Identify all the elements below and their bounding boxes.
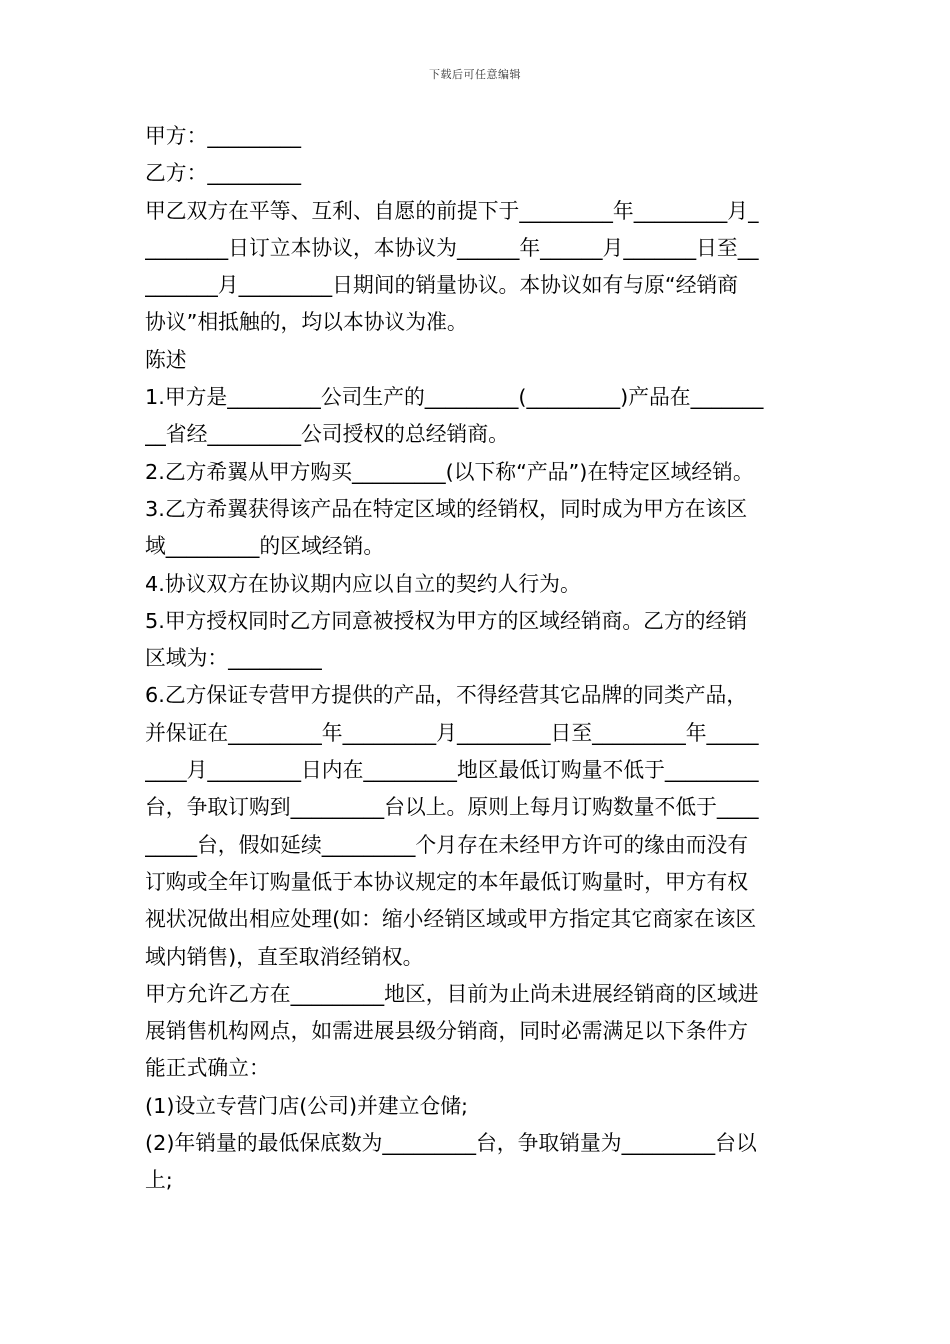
text-line: 域内销售)，直至取消经销权。	[145, 944, 424, 969]
text-line: (1)设立专营门店(公司)并建立仓储;	[145, 1093, 469, 1118]
text-line: __省经_________公司授权的总经销商。	[145, 422, 509, 447]
text-line: 协议”相抵触的，均以本协议为准。	[145, 310, 468, 335]
header-note: 下载后可任意编辑	[429, 68, 521, 81]
text-line: (2)年销量的最低保底数为_________台，争取销量为_________台以	[145, 1131, 757, 1156]
text-line: 上;	[145, 1168, 173, 1193]
text-line: _______月_________日期间的销量协议。本协议如有与原“经销商	[145, 273, 739, 298]
text-line: 展销售机构网点，如需进展县级分销商，同时必需满足以下条件方	[145, 1019, 749, 1044]
text-line: 台，争取订购到_________台以上。原则上每月订购数量不低于____	[145, 795, 759, 820]
text-line: ____月_________日内在_________地区最低订购量不低于_________	[145, 758, 759, 783]
section-heading: 陈述	[145, 347, 187, 372]
text-line: 甲方：_________	[145, 124, 301, 148]
document-body	[145, 118, 807, 1200]
text-line: 视状况做出相应处理(如：缩小经销区域或甲方指定其它商家在该区	[145, 907, 757, 932]
text-line: 5.甲方授权同时乙方同意被授权为甲方的区域经销商。乙方的经销	[145, 608, 748, 633]
text-line: 6.乙方保证专营甲方提供的产品，不得经营其它品牌的同类产品，	[145, 683, 748, 708]
text-line: 域_________的区域经销。	[145, 534, 385, 559]
text-line: 1.甲方是_________公司生产的_________(_________)产品在_______	[145, 385, 764, 410]
text-line: 4.协议双方在协议期内应以自立的契约人行为。	[145, 571, 581, 596]
text-line: 乙方：_________	[145, 161, 301, 186]
text-line: ________日订立本协议，本协议为______年______月_______日至__	[145, 235, 759, 260]
text-line: 甲乙双方在平等、互利、自愿的前提下于_________年_________月_	[145, 198, 759, 223]
text-line: 订购或全年订购量低于本协议规定的本年最低订购量时，甲方有权	[145, 869, 749, 894]
text-line: 3.乙方希翼获得该产品在特定区域的经销权，同时成为甲方在该区	[145, 496, 748, 521]
text-line: _____台，假如延续_________个月存在未经甲方许可的缘由而没有	[145, 832, 749, 857]
text-line: 并保证在_________年_________月_________日至_________年_____	[145, 720, 759, 745]
text-line: 2.乙方希翼从甲方购买_________(以下称“产品”)在特定区域经销。	[145, 459, 754, 484]
text-line: 甲方允许乙方在_________地区，目前为止尚未进展经销商的区域进	[145, 981, 759, 1006]
text-line: 能正式确立：	[145, 1056, 270, 1081]
text-line: 区域为：_________	[145, 646, 322, 671]
